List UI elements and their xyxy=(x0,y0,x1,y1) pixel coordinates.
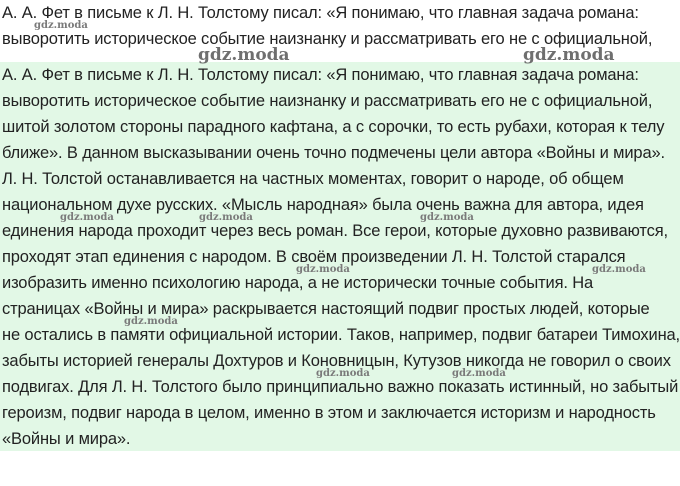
text-line: единения народа проходит через весь роман. Все герои, которые духовно развиваются, xyxy=(2,222,668,240)
text-line: изобразить именно психологию народа, а не исторически точные события. На xyxy=(2,274,594,292)
text-line: выворотить историческое событие наизнанку и рассматривать его не с официальной, xyxy=(2,30,653,48)
text-line: шитой золотом стороны парадного кафтана, а с сорочки, то есть рубахи, которая к телу xyxy=(2,118,665,136)
text-line: страницах «Войны и мира» раскрывается настоящий подвиг простых людей, которые xyxy=(2,300,650,318)
text-line: ближе». В данном высказывании очень точно подмечены цели автора «Войны и мира». xyxy=(2,144,665,162)
watermark: gdz.moda xyxy=(124,316,178,327)
watermark: gdz.moda xyxy=(592,264,646,275)
watermark: gdz.moda xyxy=(420,212,474,223)
text-line: не остались в памяти официальной истории. Таков, например, подвиг батареи Тимохина, xyxy=(2,326,680,344)
text-line: А. А. Фет в письме к Л. Н. Толстому писал: «Я понимаю, что главная задача романа: xyxy=(2,66,639,84)
watermark: gdz.moda xyxy=(198,45,290,65)
watermark: gdz.moda xyxy=(60,212,114,223)
text-line: Л. Н. Толстой останавливается на частных моментах, говорит о народе, об общем xyxy=(2,170,624,188)
watermark: gdz.moda xyxy=(523,45,615,65)
text-line: национальном духе русских. «Мысль народная» была очень важна для автора, идея xyxy=(2,196,644,214)
text-line: «Войны и мира». xyxy=(2,430,131,448)
text-line: героизм, подвиг народа в целом, именно в этом и заключается историзм и народность xyxy=(2,404,656,422)
watermark: gdz.moda xyxy=(296,264,350,275)
watermark: gdz.moda xyxy=(452,368,506,379)
text-line: проходят этап единения с народом. В своём произведении Л. Н. Толстой старался xyxy=(2,248,626,266)
essay-text-block xyxy=(0,62,680,451)
text-line: А. А. Фет в письме к Л. Н. Толстому писал: «Я понимаю, что главная задача романа: xyxy=(2,4,639,22)
text-line: выворотить историческое событие наизнанку и рассматривать его не с официальной, xyxy=(2,92,653,110)
watermark: gdz.moda xyxy=(34,20,88,31)
text-line: забыты историей генералы Дохтуров и Коновницын, Кутузов никогда не говорил о своих xyxy=(2,352,671,370)
watermark: gdz.moda xyxy=(316,368,370,379)
watermark: gdz.moda xyxy=(199,212,253,223)
text-line: подвигах. Для Л. Н. Толстого было принципиально важно показать истинный, но забытый xyxy=(2,378,679,396)
